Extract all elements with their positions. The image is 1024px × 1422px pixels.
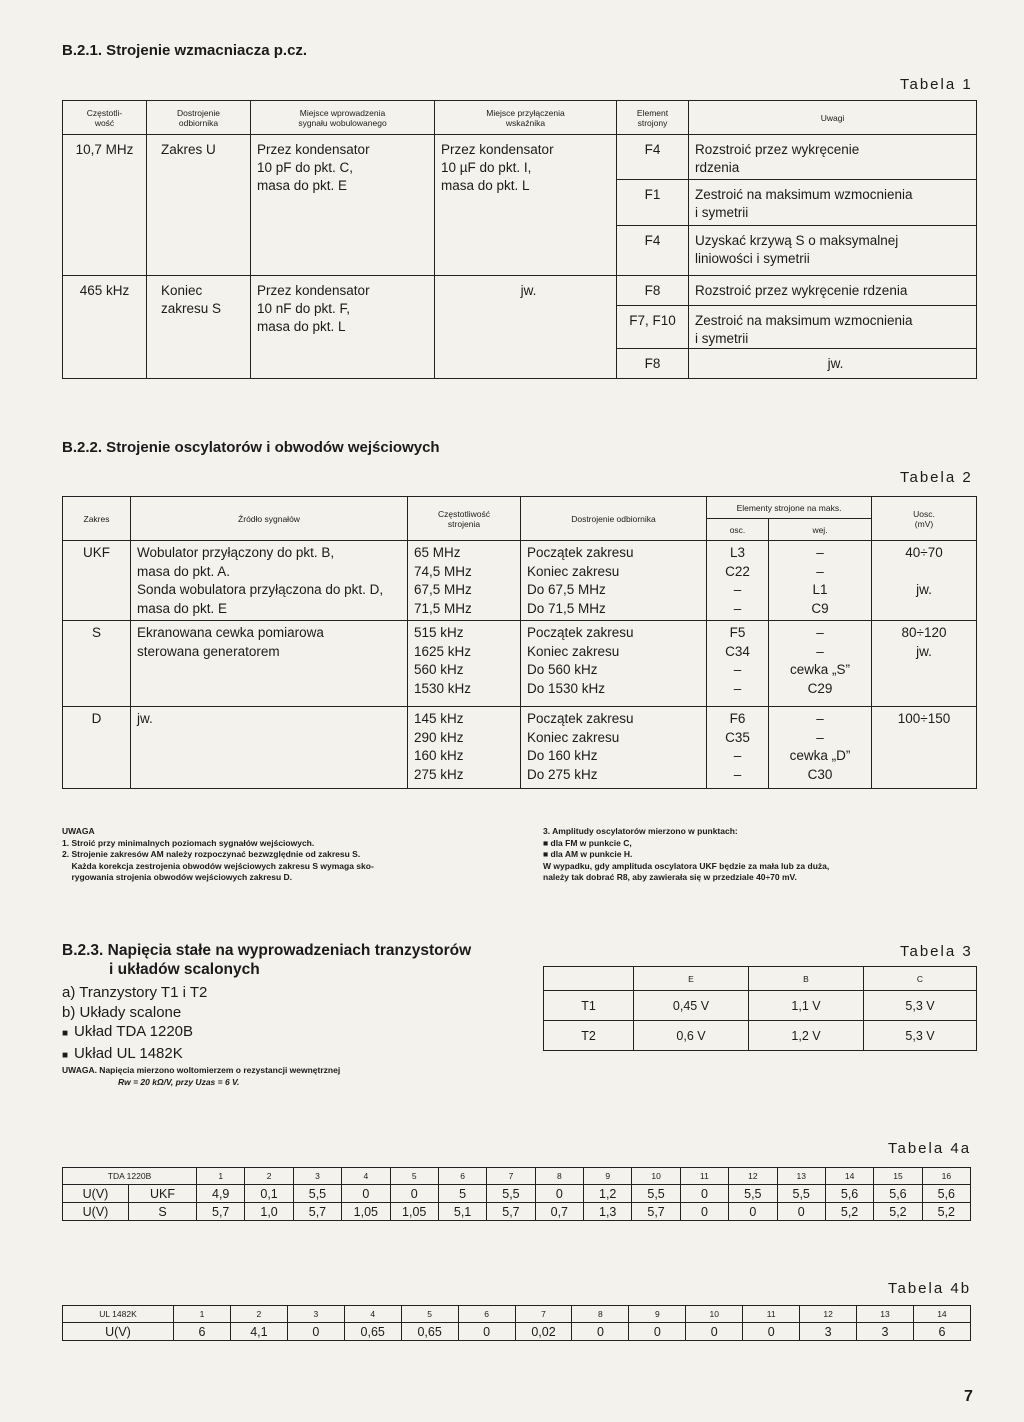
- voltage-cell: 0: [777, 1203, 825, 1221]
- section-title-b21: B.2.1. Strojenie wzmacniacza p.cz.: [62, 42, 308, 59]
- header-remarks: Uwagi: [689, 101, 977, 135]
- pin-number: 6: [438, 1168, 486, 1185]
- pin-number: 10: [686, 1306, 743, 1323]
- remarks-cell: [689, 349, 977, 379]
- cell-line: Do 275 kHz: [527, 766, 598, 782]
- table-row: [63, 621, 977, 707]
- header-signal-source: Źródło sygnałów: [131, 497, 408, 541]
- voltage-cell: 5,2: [874, 1203, 922, 1221]
- table-row: [63, 1185, 971, 1203]
- pin-number: 8: [535, 1168, 583, 1185]
- pin-number: 13: [777, 1168, 825, 1185]
- pin-number: 9: [629, 1306, 686, 1323]
- cell-line: S: [91, 625, 101, 640]
- note-line: 1. Stroić przy minimalnych poziomach sygnałów wejściowych.: [62, 837, 315, 848]
- voltage-cell: 5,6: [922, 1185, 970, 1203]
- input-element-cell: [769, 707, 872, 789]
- tuning-frequency-cell: [408, 621, 521, 707]
- voltage-cell: 5,6: [825, 1185, 873, 1203]
- voltage-cell: 0: [680, 1185, 728, 1203]
- transistor-voltage-table: [543, 966, 977, 1051]
- receiver-tuning-cell: [521, 541, 707, 621]
- table-row: [544, 991, 977, 1021]
- header-receiver-tuning: Dostrojenie odbiornika: [521, 497, 707, 541]
- cell-line: [872, 729, 976, 748]
- pin-number: 12: [800, 1306, 857, 1323]
- voltage-cell: 0: [680, 1203, 728, 1221]
- cell-line: Koniec: [161, 283, 203, 298]
- voltage-cell: 5,2: [825, 1203, 873, 1221]
- cell-line: Koniec zakresu: [527, 563, 620, 579]
- cell-line: i symetrii: [695, 331, 749, 346]
- voltage-cell: 5,5: [777, 1185, 825, 1203]
- element-cell: F4: [617, 226, 689, 276]
- tuning-frequency-cell: [408, 707, 521, 789]
- cell-line: Koniec zakresu: [527, 643, 620, 659]
- pin-number: 7: [515, 1306, 572, 1323]
- table-header-row: [544, 967, 977, 991]
- voltage-cell: 1,05: [342, 1203, 390, 1221]
- cell-line: 275 kHz: [414, 766, 464, 782]
- cell-line: Przez kondensator: [257, 283, 370, 298]
- cell-line: Rozstroić przez wykręcenie: [695, 142, 860, 157]
- pin-number: 12: [729, 1168, 777, 1185]
- cell-line: Początek zakresu: [527, 625, 634, 640]
- receiver-tuning-cell: [521, 707, 707, 789]
- table-header-row: [63, 497, 977, 519]
- cell-line: Zestroić na maksimum wzmocnienia: [695, 313, 913, 328]
- voltage-cell: 0: [287, 1323, 344, 1341]
- cell-line: Do 67,5 MHz: [527, 582, 606, 597]
- table-4b-label: Tabela 4b: [888, 1280, 972, 1297]
- signal-point-cell: [251, 276, 435, 379]
- pin-number: 11: [743, 1306, 800, 1323]
- tuning-if-table: [62, 100, 977, 379]
- list-item: [62, 1022, 207, 1044]
- cell-line: Przez kondensator: [257, 142, 370, 157]
- chip-name: UL 1482K: [63, 1306, 174, 1323]
- cell-line: 465 kHz: [79, 283, 130, 298]
- cell-line: 10,7 MHz: [75, 142, 134, 157]
- note-line: rygowania strojenia obwodów wejściowych zakresu D.: [62, 872, 293, 882]
- pin-number: 2: [245, 1168, 293, 1185]
- cell-line: 560 kHz: [414, 662, 464, 677]
- header-emitter: E: [634, 967, 749, 991]
- cell-line: Sonda wobulatora przyłączona do pkt. D,: [137, 582, 384, 597]
- voltage-cell: 6: [174, 1323, 231, 1341]
- tda1220b-voltage-table: [62, 1167, 971, 1221]
- pin-number: 14: [913, 1306, 970, 1323]
- cell-line: masa do pkt. E: [257, 178, 348, 193]
- cell-line: cewka „D”: [789, 748, 851, 763]
- cell-line: –: [816, 625, 824, 640]
- uosc-cell: [872, 541, 977, 621]
- pin-number: 2: [230, 1306, 287, 1323]
- pin-number: 4: [342, 1168, 390, 1185]
- voltage-cell: 0: [535, 1185, 583, 1203]
- note-line: 3. Amplitudy oscylatorów mierzono w punktach:: [543, 826, 738, 836]
- cell-line: Do 71,5 MHz: [527, 600, 606, 616]
- cell-line: –: [816, 563, 824, 579]
- header-indicator-point: Miejsce przyłączenia wskaźnika: [435, 101, 617, 135]
- note-line: W wypadku, gdy amplituda oscylatora UKF będzie za mała lub za duża,: [543, 860, 830, 871]
- signal-source-cell: [131, 621, 408, 707]
- cell-line: Zestroić na maksimum wzmocnienia: [695, 187, 913, 202]
- pin-number: 3: [287, 1306, 344, 1323]
- voltage-cell: 1,3: [584, 1203, 632, 1221]
- cell-line: 100÷150: [897, 711, 951, 726]
- table-header-row: [63, 1306, 971, 1323]
- pin-number: 14: [825, 1168, 873, 1185]
- cell-line: C30: [807, 766, 833, 782]
- note-line: ■ dla FM w punkcie C,: [543, 837, 632, 848]
- input-element-cell: [769, 541, 872, 621]
- uosc-cell: [872, 707, 977, 789]
- table-row: [63, 276, 977, 306]
- osc-element-cell: [707, 707, 769, 789]
- cell-line: 10 nF do pkt. F,: [257, 301, 351, 316]
- note-line: UWAGA. Napięcia mierzono woltomierzem o rezystancji wewnętrznej: [62, 1065, 341, 1075]
- element-cell: F7, F10: [617, 306, 689, 349]
- receiver-tuning-cell: [147, 135, 251, 276]
- cell-line: C35: [725, 729, 750, 745]
- voltage-cell: 6: [913, 1323, 970, 1341]
- cell-line: L3: [729, 545, 746, 560]
- cell-line: Zakres U: [161, 142, 216, 157]
- cell-line: F5: [729, 625, 746, 640]
- row-label: U(V): [63, 1203, 129, 1221]
- cell-line: –: [733, 662, 742, 677]
- remarks-cell: [689, 226, 977, 276]
- voltage-cell: 5: [438, 1185, 486, 1203]
- header-signal-point: Miejsce wprowadzenia sygnału wobulowanego: [251, 101, 435, 135]
- note-line: Rw = 20 kΩ/V, przy Uzas = 6 V.: [118, 1076, 240, 1087]
- cell-line: 290 kHz: [414, 729, 464, 745]
- header-input: wej.: [769, 519, 872, 541]
- voltage-cell: 5,6: [874, 1185, 922, 1203]
- table-row: [63, 135, 977, 180]
- cell-line: C9: [811, 600, 829, 616]
- table-row: [544, 1021, 977, 1051]
- cell-line: 65 MHz: [414, 545, 461, 560]
- note-line: 2. Strojenie zakresów AM należy rozpoczynać bezwzględnie od zakresu S.: [62, 849, 361, 859]
- cell-line: zakresu S: [161, 301, 222, 316]
- note-line: należy tak dobrać R8, aby zawierała się w przedziale 40÷70 mV.: [543, 872, 797, 882]
- voltage-cell: 1,2: [584, 1185, 632, 1203]
- row-label: T1: [544, 991, 634, 1021]
- cell-line: –: [816, 729, 824, 745]
- cell-line: L1: [812, 582, 828, 597]
- pin-number: 15: [874, 1168, 922, 1185]
- cell-line: C29: [807, 680, 833, 696]
- table-cell: 1,2 V: [749, 1021, 864, 1051]
- cell-line: –: [733, 766, 742, 782]
- range-cell: [63, 541, 131, 621]
- indicator-point-cell: [435, 135, 617, 276]
- cell-line: Przez kondensator: [441, 142, 554, 157]
- cell-line: jw.: [916, 582, 932, 597]
- header-frequency: Częstotli- wość: [63, 101, 147, 135]
- section-title-b23: B.2.3. Napięcia stałe na wyprowadzeniach tranzystorów: [62, 942, 472, 959]
- cell-line: [872, 766, 976, 785]
- list-item-label: Układ TDA 1220B: [74, 1023, 194, 1040]
- cell-line: jw.: [137, 711, 153, 726]
- header-uosc: Uosc. (mV): [872, 497, 977, 541]
- header-receiver-tuning: Dostrojenie odbiornika: [147, 101, 251, 135]
- cell-line: masa do pkt. L: [441, 178, 530, 193]
- cell-line: 67,5 MHz: [414, 582, 472, 597]
- element-cell: F4: [617, 135, 689, 180]
- header-empty: [544, 967, 634, 991]
- mode-label: S: [129, 1203, 197, 1221]
- pin-number: 16: [922, 1168, 970, 1185]
- cell-line: Do 1530 kHz: [527, 680, 606, 696]
- element-cell: F8: [617, 276, 689, 306]
- voltage-cell: 4,9: [197, 1185, 245, 1203]
- cell-line: F6: [729, 711, 746, 726]
- voltage-cell: 5,5: [487, 1185, 535, 1203]
- uosc-cell: [872, 621, 977, 707]
- pin-number: 11: [680, 1168, 728, 1185]
- cell-line: UKF: [83, 545, 110, 560]
- list-item: b) Układy scalone: [62, 1003, 182, 1021]
- cell-line: Początek zakresu: [527, 711, 634, 726]
- pin-number: 7: [487, 1168, 535, 1185]
- square-bullet-icon: [62, 1023, 74, 1040]
- cell-line: 1530 kHz: [414, 680, 472, 696]
- osc-element-cell: [707, 621, 769, 707]
- cell-line: Rozstroić przez wykręcenie rdzenia: [695, 283, 908, 298]
- cell-line: sterowana generatorem: [137, 643, 280, 659]
- table-cell: 0,45 V: [634, 991, 749, 1021]
- row-label: U(V): [63, 1185, 129, 1203]
- cell-line: Koniec zakresu: [527, 729, 620, 745]
- cell-line: C34: [725, 643, 750, 659]
- table-2-label: Tabela 2: [900, 469, 973, 486]
- notes-left: [62, 826, 374, 884]
- cell-line: –: [816, 643, 824, 659]
- pin-number: 6: [458, 1306, 515, 1323]
- cell-line: jw.: [916, 643, 932, 659]
- table-cell: 5,3 V: [864, 1021, 977, 1051]
- osc-element-cell: [707, 541, 769, 621]
- voltage-cell: 0: [729, 1203, 777, 1221]
- table-1-label: Tabela 1: [900, 76, 973, 93]
- cell-line: masa do pkt. L: [257, 319, 346, 334]
- voltage-cell: 4,1: [230, 1323, 287, 1341]
- cell-line: 160 kHz: [414, 748, 464, 763]
- mode-label: UKF: [129, 1185, 197, 1203]
- voltage-cell: 5,2: [922, 1203, 970, 1221]
- voltage-cell: 0,1: [245, 1185, 293, 1203]
- receiver-tuning-cell: [521, 621, 707, 707]
- chip-name: TDA 1220B: [63, 1168, 197, 1185]
- section-title-b22: B.2.2. Strojenie oscylatorów i obwodów wejściowych: [62, 439, 440, 456]
- cell-line: [872, 680, 976, 699]
- cell-line: 10 µF do pkt. I,: [441, 160, 532, 175]
- cell-line: [872, 661, 976, 680]
- header-base: B: [749, 967, 864, 991]
- cell-line: i symetrii: [695, 205, 749, 220]
- voltage-cell: 5,7: [632, 1203, 680, 1221]
- frequency-cell: [63, 276, 147, 379]
- voltage-cell: 0: [390, 1185, 438, 1203]
- indicator-point-cell: [435, 276, 617, 379]
- notes-right: [543, 826, 829, 884]
- cell-line: –: [816, 545, 824, 560]
- semiconductor-list: [62, 983, 207, 1065]
- voltage-cell: 3: [857, 1323, 914, 1341]
- cell-line: [872, 747, 976, 766]
- table-header-row: [63, 1168, 971, 1185]
- note-line: Każda korekcja zestrojenia obwodów wejściowych zakresu S wymaga sko-: [62, 860, 374, 871]
- pin-number: 5: [390, 1168, 438, 1185]
- voltage-cell: 0: [572, 1323, 629, 1341]
- cell-line: –: [816, 711, 824, 726]
- cell-line: Uzyskać krzywą S o maksymalnej: [695, 233, 899, 248]
- voltage-cell: 0: [743, 1323, 800, 1341]
- table-cell: 0,6 V: [634, 1021, 749, 1051]
- cell-line: 10 pF do pkt. C,: [257, 160, 354, 175]
- cell-line: jw.: [827, 356, 844, 371]
- input-element-cell: [769, 621, 872, 707]
- cell-line: –: [733, 680, 742, 696]
- pin-number: 8: [572, 1306, 629, 1323]
- note-line: ■ dla AM w punkcie H.: [543, 849, 633, 859]
- voltage-cell: 0: [458, 1323, 515, 1341]
- row-label: T2: [544, 1021, 634, 1051]
- table-3-label: Tabela 3: [900, 943, 973, 960]
- cell-line: Wobulator przyłączony do pkt. B,: [137, 545, 335, 560]
- header-osc: osc.: [707, 519, 769, 541]
- cell-line: 74,5 MHz: [414, 563, 472, 579]
- cell-line: 515 kHz: [414, 625, 464, 640]
- pin-number: 1: [174, 1306, 231, 1323]
- note-b23: [62, 1065, 340, 1088]
- range-cell: [63, 707, 131, 789]
- cell-line: 145 kHz: [414, 711, 464, 726]
- voltage-cell: 5,7: [487, 1203, 535, 1221]
- header-range: Zakres: [63, 497, 131, 541]
- table-cell: 1,1 V: [749, 991, 864, 1021]
- voltage-cell: 0,65: [401, 1323, 458, 1341]
- header-element: Element strojony: [617, 101, 689, 135]
- table-row: [63, 541, 977, 621]
- cell-line: C22: [725, 563, 750, 579]
- voltage-cell: 5,5: [729, 1185, 777, 1203]
- page-number: 7: [964, 1388, 973, 1405]
- cell-line: –: [733, 582, 742, 597]
- cell-line: Ekranowana cewka pomiarowa: [137, 625, 324, 640]
- header-tuned-elements: Elementy strojone na maks.: [707, 497, 872, 519]
- list-item-label: Układ UL 1482K: [74, 1044, 183, 1062]
- table-4a-label: Tabela 4a: [888, 1140, 972, 1157]
- pin-number: 5: [401, 1306, 458, 1323]
- voltage-cell: 0,65: [344, 1323, 401, 1341]
- cell-line: masa do pkt. A.: [137, 563, 231, 579]
- cell-line: [872, 563, 976, 582]
- pin-number: 4: [344, 1306, 401, 1323]
- cell-line: –: [733, 600, 742, 616]
- cell-line: cewka „S”: [790, 662, 851, 677]
- pin-number: 10: [632, 1168, 680, 1185]
- signal-source-cell: [131, 541, 408, 621]
- signal-point-cell: [251, 135, 435, 276]
- pin-number: 9: [584, 1168, 632, 1185]
- cell-line: Początek zakresu: [527, 545, 634, 560]
- note-line: UWAGA: [62, 826, 95, 836]
- remarks-cell: [689, 306, 977, 349]
- cell-line: jw.: [520, 283, 537, 298]
- table-row: [63, 707, 977, 789]
- cell-line: masa do pkt. E: [137, 600, 228, 616]
- table-row: [63, 1203, 971, 1221]
- voltage-cell: 0: [629, 1323, 686, 1341]
- table-row: [63, 1323, 971, 1341]
- remarks-cell: [689, 180, 977, 226]
- element-cell: F1: [617, 180, 689, 226]
- voltage-cell: 5,5: [632, 1185, 680, 1203]
- voltage-cell: 1,0: [245, 1203, 293, 1221]
- cell-line: D: [91, 711, 102, 726]
- voltage-cell: 0,7: [535, 1203, 583, 1221]
- cell-line: 40÷70: [905, 545, 943, 560]
- remarks-cell: [689, 276, 977, 306]
- cell-line: 71,5 MHz: [414, 600, 472, 616]
- tuning-frequency-cell: [408, 541, 521, 621]
- receiver-tuning-cell: [147, 276, 251, 379]
- voltage-cell: 0,02: [515, 1323, 572, 1341]
- voltage-cell: 5,5: [293, 1185, 341, 1203]
- pin-number: 3: [293, 1168, 341, 1185]
- voltage-cell: 5,7: [293, 1203, 341, 1221]
- cell-line: –: [733, 748, 742, 763]
- oscillator-tuning-table: [62, 496, 977, 789]
- voltage-cell: 5,7: [197, 1203, 245, 1221]
- frequency-cell: [63, 135, 147, 276]
- section-title-b23-line2: i układów scalonych: [109, 961, 260, 978]
- cell-line: rdzenia: [695, 160, 740, 175]
- element-cell: F8: [617, 349, 689, 379]
- ul1482k-voltage-table: [62, 1305, 971, 1341]
- cell-line: [872, 600, 976, 619]
- cell-line: liniowości i symetrii: [695, 251, 810, 266]
- list-item: [62, 1044, 207, 1066]
- voltage-cell: 0: [342, 1185, 390, 1203]
- signal-source-cell: [131, 707, 408, 789]
- list-item: a) Tranzystory T1 i T2: [62, 984, 208, 1001]
- cell-line: Do 160 kHz: [527, 748, 598, 763]
- header-collector: C: [864, 967, 977, 991]
- cell-line: Do 560 kHz: [527, 662, 598, 677]
- cell-line: 1625 kHz: [414, 643, 472, 659]
- remarks-cell: [689, 135, 977, 180]
- voltage-cell: 3: [800, 1323, 857, 1341]
- range-cell: [63, 621, 131, 707]
- pin-number: 13: [857, 1306, 914, 1323]
- voltage-cell: 0: [686, 1323, 743, 1341]
- pin-number: 1: [197, 1168, 245, 1185]
- voltage-cell: 1,05: [390, 1203, 438, 1221]
- cell-line: 80÷120: [901, 625, 947, 640]
- table-cell: 5,3 V: [864, 991, 977, 1021]
- table-header-row: [63, 101, 977, 135]
- row-label: U(V): [63, 1323, 174, 1341]
- voltage-cell: 5,1: [438, 1203, 486, 1221]
- header-tuning-frequency: Częstotliwość strojenia: [408, 497, 521, 541]
- square-bullet-icon: [62, 1045, 74, 1062]
